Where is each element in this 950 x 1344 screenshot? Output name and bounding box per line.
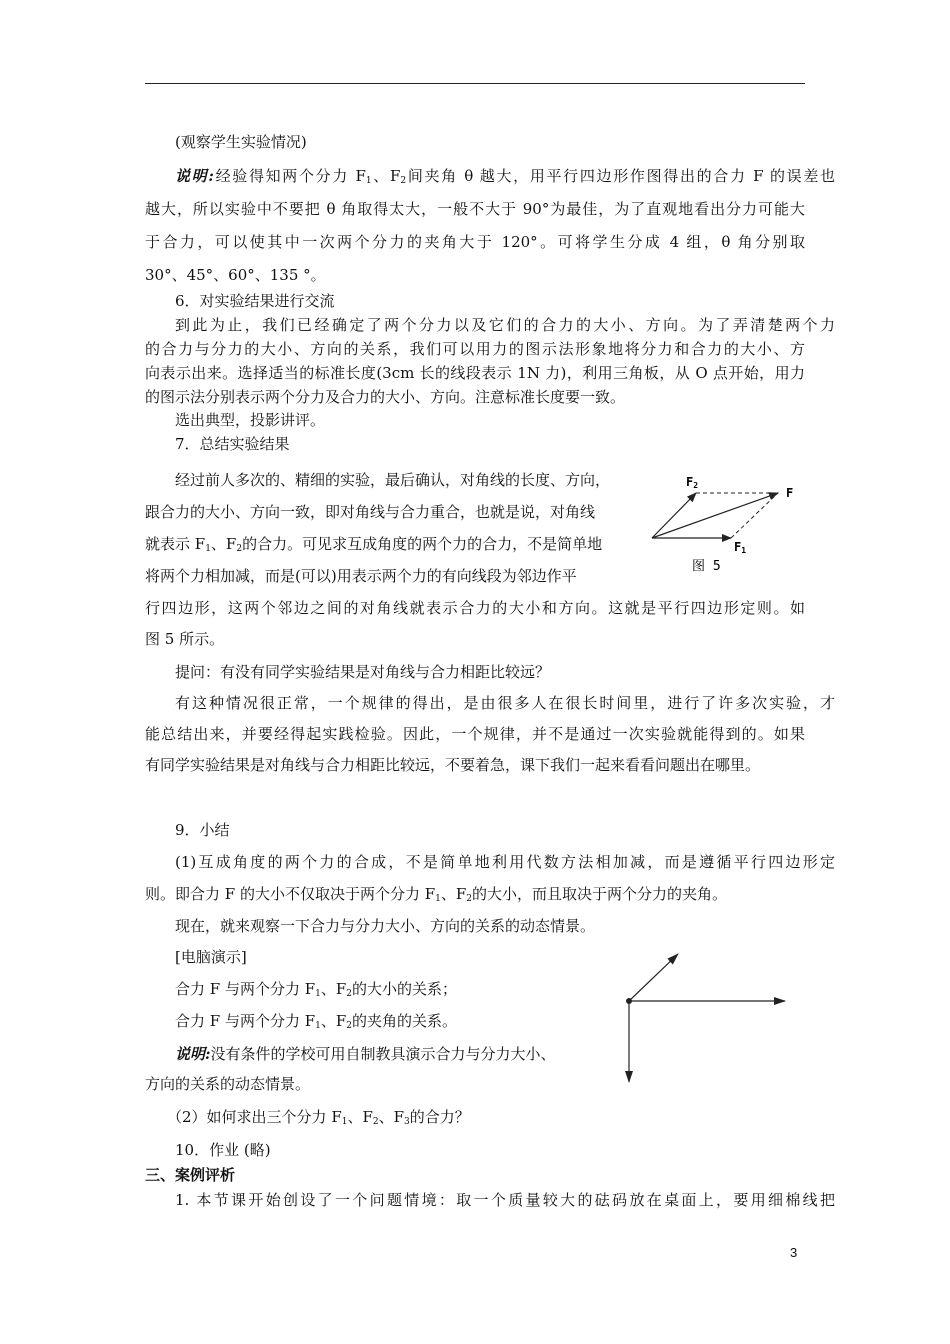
section-10-title: 10．作业 (略) — [175, 1141, 271, 1159]
part-3-title: 三、案例评析 — [145, 1166, 236, 1184]
header-rule — [145, 83, 805, 84]
note1-line-2: 越大，所以实验中不要把 θ 角取得太大，一般不大于 90°为最佳，为了直观地看出分力可能大 — [145, 200, 805, 218]
computer-demo-label: [电脑演示] — [175, 948, 247, 966]
demo-origin-point — [626, 998, 632, 1004]
demo-diagonal-arrow — [629, 954, 678, 1001]
section-9-title: 9．小结 — [175, 821, 230, 839]
dashed-edge-right — [731, 493, 778, 538]
label-f1: F1 — [734, 540, 747, 555]
sec7-line-5: 行四边形，这两个邻边之间的对角线就表示合力的大小和方向。这就是平行四边形定则。如 — [145, 599, 805, 617]
label-f2: F2 — [686, 475, 699, 490]
sec7-line-6: 图 5 所示。 — [145, 630, 225, 648]
note1-line-3: 于合力，可以使其中一次两个分力的夹角大于 120°。可将学生分成 4 组，θ 角分别取 — [145, 233, 805, 251]
rel-line-1: 合力 F 与两个分力 $F_1$、$F_2$的大小的关系； — [175, 980, 458, 999]
page-number: 3 — [790, 1245, 798, 1260]
observe-line: (观察学生实验情况) — [175, 133, 307, 151]
section-7-title: 7．总结实验结果 — [175, 435, 290, 453]
sec6-line-4: 的图示法分别表示两个分力及合力的大小、方向。注意标准长度要一致。 — [145, 388, 626, 406]
sec7-line-2: 跟合力的大小、方向一致，即对角线与合力重合，也就是说，对角线 — [145, 503, 596, 521]
rel-line-2: 合力 F 与两个分力 $F_1$、$F_2$的夹角的关系。 — [175, 1012, 458, 1031]
answer-line-1: 有这种情况很正常，一个规律的得出，是由很多人在很长时间里，进行了许多次实验，才 — [175, 694, 835, 712]
sec7-line-1: 经过前人多次的、精细的实验，最后确认，对角线的长度、方向， — [175, 471, 611, 489]
note-label: 说明: — [175, 167, 214, 185]
sec9-note-line-1: 说明:没有条件的学校可用自制教具演示合力与分力大小、 — [175, 1045, 556, 1063]
sec6-line-5: 选出典型，投影讲评。 — [175, 411, 326, 429]
force-demo-diagram — [615, 948, 795, 1088]
sec9-p2-line: （2）如何求出三个分力 $F_1$、$F_2$、$F_3$的合力？ — [167, 1108, 470, 1127]
force-f2-arrow — [652, 493, 696, 538]
sec6-line-3: 向表示出来。选择适当的标准长度(3cm 长的线段表示 1N 力)，利用三角板，从 O 点开始，用力 — [145, 364, 805, 382]
note1-line-1: 说明:经验得知两个分力 $F_1$、$F_2$间夹角 θ 越大，用平行四边形作图得出的合力 F 的误差也 — [175, 167, 836, 186]
note1-line-4: 30°、45°、60°、135 °。 — [145, 266, 326, 284]
resultant-f-arrow — [652, 493, 778, 538]
sec6-line-1: 到此为止，我们已经确定了两个分力以及它们的合力的大小、方向。为了弄清楚两个力 — [175, 316, 835, 334]
section-6-title: 6．对实验结果进行交流 — [175, 292, 335, 310]
figure-5-parallelogram — [640, 465, 810, 580]
sec7-line-3: 就表示 $F_1$、$F_2$的合力。可见求互成角度的两个力的合力，不是简单地 — [145, 535, 603, 554]
label-f: F — [786, 486, 794, 500]
sec9-note-line-2: 方向的关系的动态情景。 — [145, 1075, 311, 1093]
sec9-p1-line-1: (1)互成角度的两个力的合成，不是简单地利用代数方法相加减，而是遵循平行四边形定 — [175, 853, 835, 871]
question-line: 提问：有没有同学实验结果是对角线与合力相距比较远？ — [175, 663, 551, 681]
part3-line-1: 1. 本节课开始创设了一个问题情境：取一个质量较大的砝码放在桌面上，要用细棉线把 — [175, 1191, 835, 1209]
sec7-line-4: 将两个力相加减，而是(可以)用表示两个力的有向线段为邻边作平 — [145, 567, 577, 585]
figure-5-caption: 图 5 — [692, 559, 721, 574]
answer-line-3: 有同学实验结果是对角线与合力相距比较远，不要着急，课下我们一起来看看问题出在哪里。 — [145, 756, 761, 774]
sec9-now-line: 现在，就来观察一下合力与分力大小、方向的关系的动态情景。 — [175, 917, 596, 935]
note-label-2: 说明: — [175, 1045, 211, 1063]
sec6-line-2: 的合力与分力的大小、方向的关系，我们可以用力的图示法形象地将分力和合力的大小、方 — [145, 340, 805, 358]
sec9-p1-line-2: 则。即合力 F 的大小不仅取决于两个分力 $F_1$、$F_2$的大小，而且取决于两个分力的夹角。 — [145, 885, 728, 904]
answer-line-2: 能总结出来，并要经得起实践检验。因此，一个规律，并不是通过一次实验就能得到的。如果 — [145, 725, 805, 743]
